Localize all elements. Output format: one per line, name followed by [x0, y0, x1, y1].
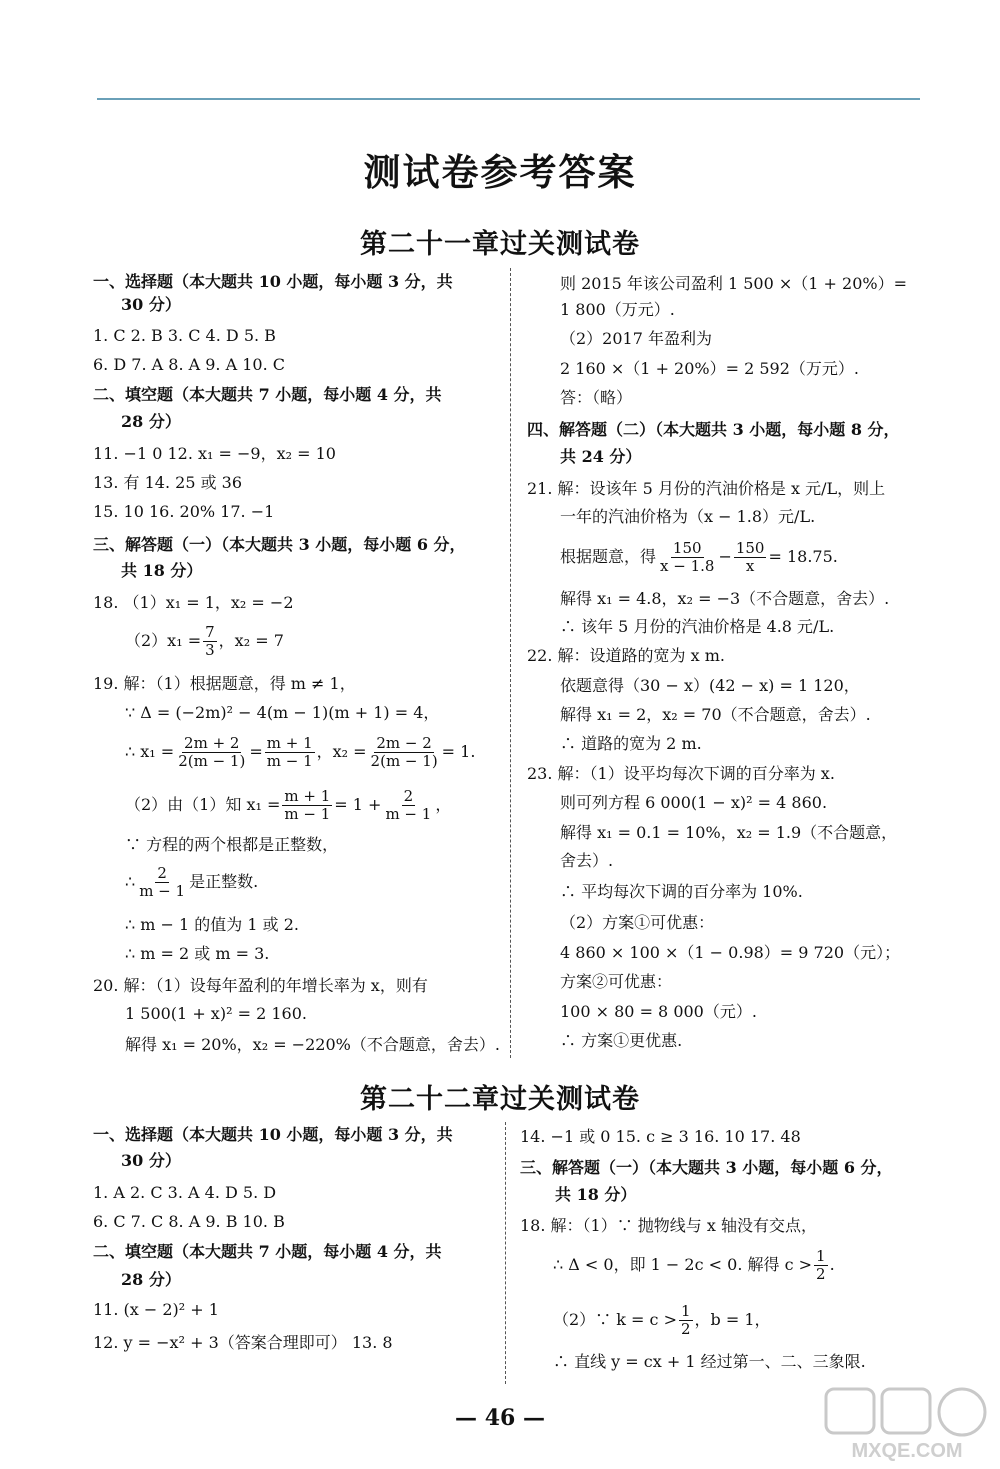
ch21-answer-21-line-3: 根据题意，得 $\frac{150}{x - 1.8}$ − $\frac{150}{x}$ = 18.75.	[560, 538, 838, 575]
ch22-section-3-points: 共 18 分）	[555, 1185, 637, 1204]
ch21-answer-23-line-5: ∴ 平均每次下调的百分率为 10%.	[560, 882, 803, 901]
fraction: $\frac{150}{x - 1.8}$	[660, 538, 715, 575]
ch21-answer-15-17: 15. 10 16. 20% 17. −1	[93, 502, 275, 521]
ch21-section-3-heading: 三、解答题（一）（本大题共 3 小题，每小题 6 分，	[93, 535, 466, 554]
fraction: $\frac{7}{3}$	[205, 622, 215, 659]
ch21-answer-23-line-2: 则可列方程 6 000(1 − x)² = 4 860.	[560, 793, 828, 812]
ch21-section-1-heading: 一、选择题（本大题共 10 小题，每小题 3 分，共	[93, 272, 453, 291]
ch22-section-1-points: 30 分）	[121, 1151, 181, 1170]
fraction: $\frac{2m + 2}{2(m - 1)}$	[178, 733, 246, 770]
ch21-answer-23-line-9: 100 × 80 = 8 000（元）.	[560, 1002, 757, 1021]
fraction: $\frac{2}{m - 1}$	[139, 863, 186, 900]
ch21-section-2-heading: 二、填空题（本大题共 7 小题，每小题 4 分，共	[93, 385, 442, 404]
ch21-answer-21-line-1: 21. 解：设该年 5 月份的汽油价格是 x 元/L，则上	[527, 479, 886, 498]
ch21-answer-18-part-2: （2）x₁ = $\frac{7}{3}$ ，x₂ = 7	[125, 622, 284, 659]
ch21-answer-19-line-2: ∵ Δ = (−2m)² − 4(m − 1)(m + 1) = 4，	[125, 703, 440, 722]
ch21-answer-23-line-8: 方案②可优惠：	[560, 972, 673, 991]
chapter-21-title: 第二十一章过关测试卷	[360, 229, 640, 260]
ch22-section-2-points: 28 分）	[121, 1270, 181, 1289]
ch21-answer-21-line-4: 解得 x₁ = 4.8，x₂ = −3（不合题意，舍去）.	[560, 589, 890, 608]
ch21-answers-row-1: 1. C 2. B 3. C 4. D 5. B	[93, 326, 276, 345]
ch21-section-3-points: 共 18 分）	[121, 561, 203, 580]
page-number: — 46 —	[455, 1405, 545, 1431]
ch21-answer-19-line-7: ∴ m − 1 的值为 1 或 2.	[125, 915, 299, 934]
ch21-answer-20-line-2: 1 500(1 + x)² = 2 160.	[125, 1004, 307, 1023]
ch21-answer-22-line-3: 解得 x₁ = 2，x₂ = 70（不合题意，舍去）.	[560, 705, 871, 724]
ch22-answer-11: 11. (x − 2)² + 1	[93, 1300, 219, 1319]
fraction: $\frac{1}{2}$	[816, 1246, 826, 1283]
ch21-answer-23-line-3: 解得 x₁ = 0.1 = 10%，x₂ = 1.9（不合题意，	[560, 823, 898, 842]
ch21-answer-18-part-1: 18. （1）x₁ = 1，x₂ = −2	[93, 593, 294, 612]
ch21-answer-20-line-3: 解得 x₁ = 20%，x₂ = −220%（不合题意，舍去）.	[125, 1035, 500, 1054]
ch21-answer-21-line-2: 一年的汽油价格为（x − 1.8）元/L.	[560, 507, 816, 526]
ch21-answer-19-line-3: ∴ x₁ = $\frac{2m + 2}{2(m - 1)}$ = $\frac{m + 1}{m - 1}$ ，x₂ = $\frac{2m - 2}{2(m - 1)}$ = 1.	[125, 733, 476, 770]
svg-text:MXQE.COM: MXQE.COM	[851, 1440, 963, 1462]
ch21-answer-20-line-5: 1 800（万元）.	[560, 300, 675, 319]
top-rule	[97, 98, 920, 100]
fraction: $\frac{m + 1}{m - 1}$	[284, 786, 331, 823]
ch21-answer-19-line-4: （2）由（1）知 x₁ = $\frac{m + 1}{m - 1}$ = 1 + $\frac{2}{m - 1}$ ，	[125, 786, 452, 823]
ch22-section-1-heading: 一、选择题（本大题共 10 小题，每小题 3 分，共	[93, 1125, 453, 1144]
ch22-answer-18-line-1: 18. 解：（1）∵ 抛物线与 x 轴没有交点，	[520, 1216, 817, 1235]
ch21-answer-23-line-7: 4 860 × 100 ×（1 − 0.98）= 9 720（元）；	[560, 943, 901, 962]
ch22-answer-18-line-3: （2）∵ k = c > $\frac{1}{2}$ ，b = 1，	[553, 1301, 771, 1338]
fraction: $\frac{1}{2}$	[681, 1301, 691, 1338]
ch22-answer-18-line-4: ∴ 直线 y = cx + 1 经过第一、二、三象限.	[553, 1352, 866, 1371]
ch21-answer-19-line-6: ∴ $\frac{2}{m - 1}$ 是正整数.	[125, 863, 259, 900]
fraction: $\frac{m + 1}{m - 1}$	[266, 733, 313, 770]
fraction: $\frac{2}{m - 1}$	[385, 786, 432, 823]
column-divider	[510, 268, 511, 1058]
ch22-section-3-heading: 三、解答题（一）（本大题共 3 小题，每小题 6 分，	[520, 1158, 893, 1177]
ch21-answer-22-line-1: 22. 解：设道路的宽为 x m.	[527, 646, 725, 665]
ch22-answers-row-1: 1. A 2. C 3. A 4. D 5. D	[93, 1183, 277, 1202]
ch21-answer-19-line-1: 19. 解：（1）根据题意，得 m ≠ 1，	[93, 674, 356, 693]
ch21-section-2-points: 28 分）	[121, 412, 181, 431]
watermark-logo	[822, 1385, 992, 1463]
ch21-answer-22-line-4: ∴ 道路的宽为 2 m.	[560, 734, 702, 753]
ch21-answer-13-14: 13. 有 14. 25 或 36	[93, 473, 243, 492]
chapter-22-title: 第二十二章过关测试卷	[360, 1084, 640, 1115]
ch21-answer-20-line-1: 20. 解：（1）设每年盈利的年增长率为 x，则有	[93, 976, 428, 995]
ch21-section-1-points: 30 分）	[121, 295, 181, 314]
ch22-answer-12-13: 12. y = −x² + 3（答案合理即可） 13. 8	[93, 1333, 393, 1352]
ch22-answers-row-2: 6. C 7. C 8. A 9. B 10. B	[93, 1212, 285, 1231]
ch21-answer-21-line-5: ∴ 该年 5 月份的汽油价格是 4.8 元/L.	[560, 617, 835, 636]
ch21-answer-19-line-5: ∵ 方程的两个根都是正整数，	[125, 835, 339, 854]
ch21-answer-11-12: 11. −1 0 12. x₁ = −9，x₂ = 10	[93, 444, 336, 463]
ch21-answer-20-line-6: （2）2017 年盈利为	[560, 329, 712, 348]
ch21-section-4-points: 共 24 分）	[560, 447, 642, 466]
column-divider	[505, 1122, 506, 1384]
ch21-answer-20-line-4: 则 2015 年该公司盈利 1 500 ×（1 + 20%）=	[560, 274, 908, 293]
fraction: $\frac{2m - 2}{2(m - 1)}$	[370, 733, 438, 770]
ch21-answer-19-line-8: ∴ m = 2 或 m = 3.	[125, 944, 270, 963]
ch21-answer-23-line-1: 23. 解：（1）设平均每次下调的百分率为 x.	[527, 764, 835, 783]
ch22-section-2-heading: 二、填空题（本大题共 7 小题，每小题 4 分，共	[93, 1242, 442, 1261]
ch21-answer-20-line-7: 2 160 ×（1 + 20%）= 2 592（万元）.	[560, 359, 860, 378]
ch21-answer-22-line-2: 依题意得（30 − x）(42 − x) = 1 120，	[560, 676, 860, 695]
page-title: 测试卷参考答案	[363, 150, 637, 194]
ch21-answer-20-line-8: 答：（略）	[560, 388, 633, 407]
ch21-answer-23-line-6: （2）方案①可优惠：	[560, 913, 715, 932]
fraction: $\frac{150}{x}$	[735, 538, 765, 575]
ch21-answer-23-line-4: 舍去）.	[560, 851, 614, 870]
ch22-answer-18-line-2: ∴ Δ < 0，即 1 − 2c < 0. 解得 c > $\frac{1}{2}$ .	[553, 1246, 835, 1283]
ch21-answers-row-2: 6. D 7. A 8. A 9. A 10. C	[93, 355, 286, 374]
ch21-answer-23-line-10: ∴ 方案①更优惠.	[560, 1031, 683, 1050]
ch21-section-4-heading: 四、解答题（二）（本大题共 3 小题，每小题 8 分，	[527, 420, 900, 439]
ch22-answer-14-17: 14. −1 或 0 15. c ≥ 3 16. 10 17. 48	[520, 1127, 801, 1146]
